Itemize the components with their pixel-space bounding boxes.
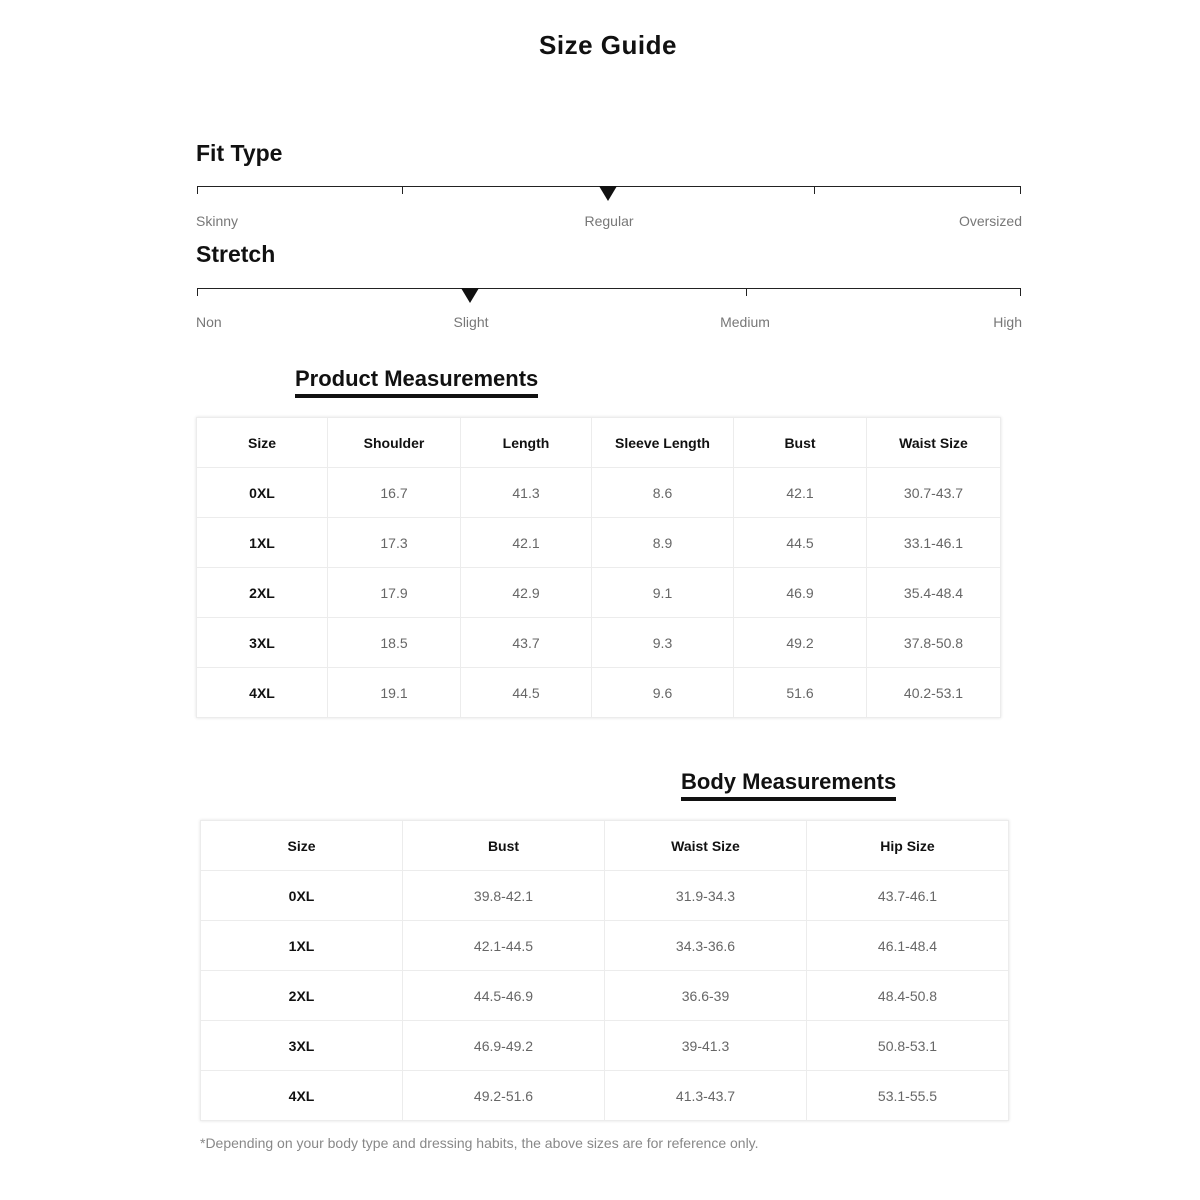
- column-header: Shoulder: [328, 418, 461, 468]
- column-header: Hip Size: [807, 821, 1009, 871]
- scale-tick: [1020, 288, 1021, 296]
- stretch-label-non: Non: [196, 314, 222, 330]
- measurement-cell: 30.7-43.7: [867, 468, 1001, 518]
- measurement-cell: 8.9: [592, 518, 734, 568]
- measurement-cell: 50.8-53.1: [807, 1021, 1009, 1071]
- measurement-cell: 49.2-51.6: [403, 1071, 605, 1121]
- table-row: [201, 921, 1009, 971]
- measurement-cell: 44.5: [734, 518, 867, 568]
- measurement-cell: 46.9-49.2: [403, 1021, 605, 1071]
- measurement-cell: 9.3: [592, 618, 734, 668]
- stretch-marker-icon: [461, 288, 479, 303]
- measurement-cell: 9.6: [592, 668, 734, 718]
- measurement-cell: 42.9: [461, 568, 592, 618]
- measurement-cell: 33.1-46.1: [867, 518, 1001, 568]
- measurement-cell: 43.7: [461, 618, 592, 668]
- size-cell: 0XL: [201, 871, 403, 921]
- fit-type-marker-icon: [599, 186, 617, 201]
- stretch-scale: [197, 288, 1021, 304]
- column-header: Waist Size: [867, 418, 1001, 468]
- table-row: [201, 871, 1009, 921]
- measurement-cell: 42.1: [461, 518, 592, 568]
- column-header: Length: [461, 418, 592, 468]
- product-measurements-title: Product Measurements: [295, 366, 538, 398]
- measurement-cell: 18.5: [328, 618, 461, 668]
- column-header: Size: [201, 821, 403, 871]
- size-cell: 4XL: [197, 668, 328, 718]
- fit-type-label-oversized: Oversized: [958, 213, 1022, 229]
- size-cell: 4XL: [201, 1071, 403, 1121]
- table-row: [201, 971, 1009, 1021]
- table-header-row: [201, 821, 1009, 871]
- measurement-cell: 53.1-55.5: [807, 1071, 1009, 1121]
- fit-type-labels: [196, 213, 1022, 233]
- measurement-cell: 17.3: [328, 518, 461, 568]
- page-title: Size Guide: [539, 30, 677, 60]
- measurement-cell: 44.5: [461, 668, 592, 718]
- footnote: *Depending on your body type and dressing habits, the above sizes are for reference only.: [200, 1135, 759, 1151]
- scale-tick: [197, 186, 198, 194]
- stretch-labels: [196, 314, 1022, 334]
- scale-tick: [197, 288, 198, 296]
- column-header: Bust: [734, 418, 867, 468]
- measurement-cell: 44.5-46.9: [403, 971, 605, 1021]
- measurement-cell: 40.2-53.1: [867, 668, 1001, 718]
- measurement-cell: 51.6: [734, 668, 867, 718]
- measurement-cell: 16.7: [328, 468, 461, 518]
- measurement-cell: 39.8-42.1: [403, 871, 605, 921]
- measurement-cell: 41.3: [461, 468, 592, 518]
- fit-type-label-skinny: Skinny: [196, 213, 239, 229]
- table-row: [197, 618, 1001, 668]
- table-row: [197, 568, 1001, 618]
- size-cell: 0XL: [197, 468, 328, 518]
- table-row: [197, 668, 1001, 718]
- measurement-cell: 8.6: [592, 468, 734, 518]
- column-header: Sleeve Length: [592, 418, 734, 468]
- scale-tick: [402, 186, 403, 194]
- measurement-cell: 31.9-34.3: [605, 871, 807, 921]
- measurement-cell: 9.1: [592, 568, 734, 618]
- measurement-cell: 34.3-36.6: [605, 921, 807, 971]
- measurement-cell: 17.9: [328, 568, 461, 618]
- table-row: [197, 468, 1001, 518]
- measurement-cell: 19.1: [328, 668, 461, 718]
- table-row: [197, 518, 1001, 568]
- stretch-label-high: High: [993, 314, 1022, 330]
- table-row: [201, 1021, 1009, 1071]
- product-measurements-table: [196, 417, 1001, 718]
- measurement-cell: 42.1-44.5: [403, 921, 605, 971]
- stretch-label-medium: Medium: [720, 314, 770, 330]
- size-cell: 3XL: [201, 1021, 403, 1071]
- measurement-cell: 36.6-39: [605, 971, 807, 1021]
- size-cell: 2XL: [201, 971, 403, 1021]
- measurement-cell: 35.4-48.4: [867, 568, 1001, 618]
- measurement-cell: 39-41.3: [605, 1021, 807, 1071]
- stretch-label-slight: Slight: [453, 314, 489, 330]
- column-header: Bust: [403, 821, 605, 871]
- scale-tick: [1020, 186, 1021, 194]
- measurement-cell: 48.4-50.8: [807, 971, 1009, 1021]
- scale-tick: [814, 186, 815, 194]
- size-cell: 1XL: [201, 921, 403, 971]
- body-measurements-title: Body Measurements: [681, 769, 896, 801]
- size-cell: 1XL: [197, 518, 328, 568]
- measurement-cell: 43.7-46.1: [807, 871, 1009, 921]
- measurement-cell: 49.2: [734, 618, 867, 668]
- scale-tick: [746, 288, 747, 296]
- column-header: Waist Size: [605, 821, 807, 871]
- stretch-title: Stretch: [196, 241, 276, 267]
- fit-type-label-regular: Regular: [584, 213, 634, 229]
- measurement-cell: 37.8-50.8: [867, 618, 1001, 668]
- size-cell: 3XL: [197, 618, 328, 668]
- fit-type-scale: [197, 186, 1021, 202]
- table-row: [201, 1071, 1009, 1121]
- table-header-row: [197, 418, 1001, 468]
- measurement-cell: 46.1-48.4: [807, 921, 1009, 971]
- measurement-cell: 46.9: [734, 568, 867, 618]
- fit-type-title: Fit Type: [196, 140, 283, 166]
- size-cell: 2XL: [197, 568, 328, 618]
- column-header: Size: [197, 418, 328, 468]
- measurement-cell: 42.1: [734, 468, 867, 518]
- body-measurements-table: [200, 820, 1009, 1121]
- stretch-scale-line: [197, 288, 1021, 289]
- measurement-cell: 41.3-43.7: [605, 1071, 807, 1121]
